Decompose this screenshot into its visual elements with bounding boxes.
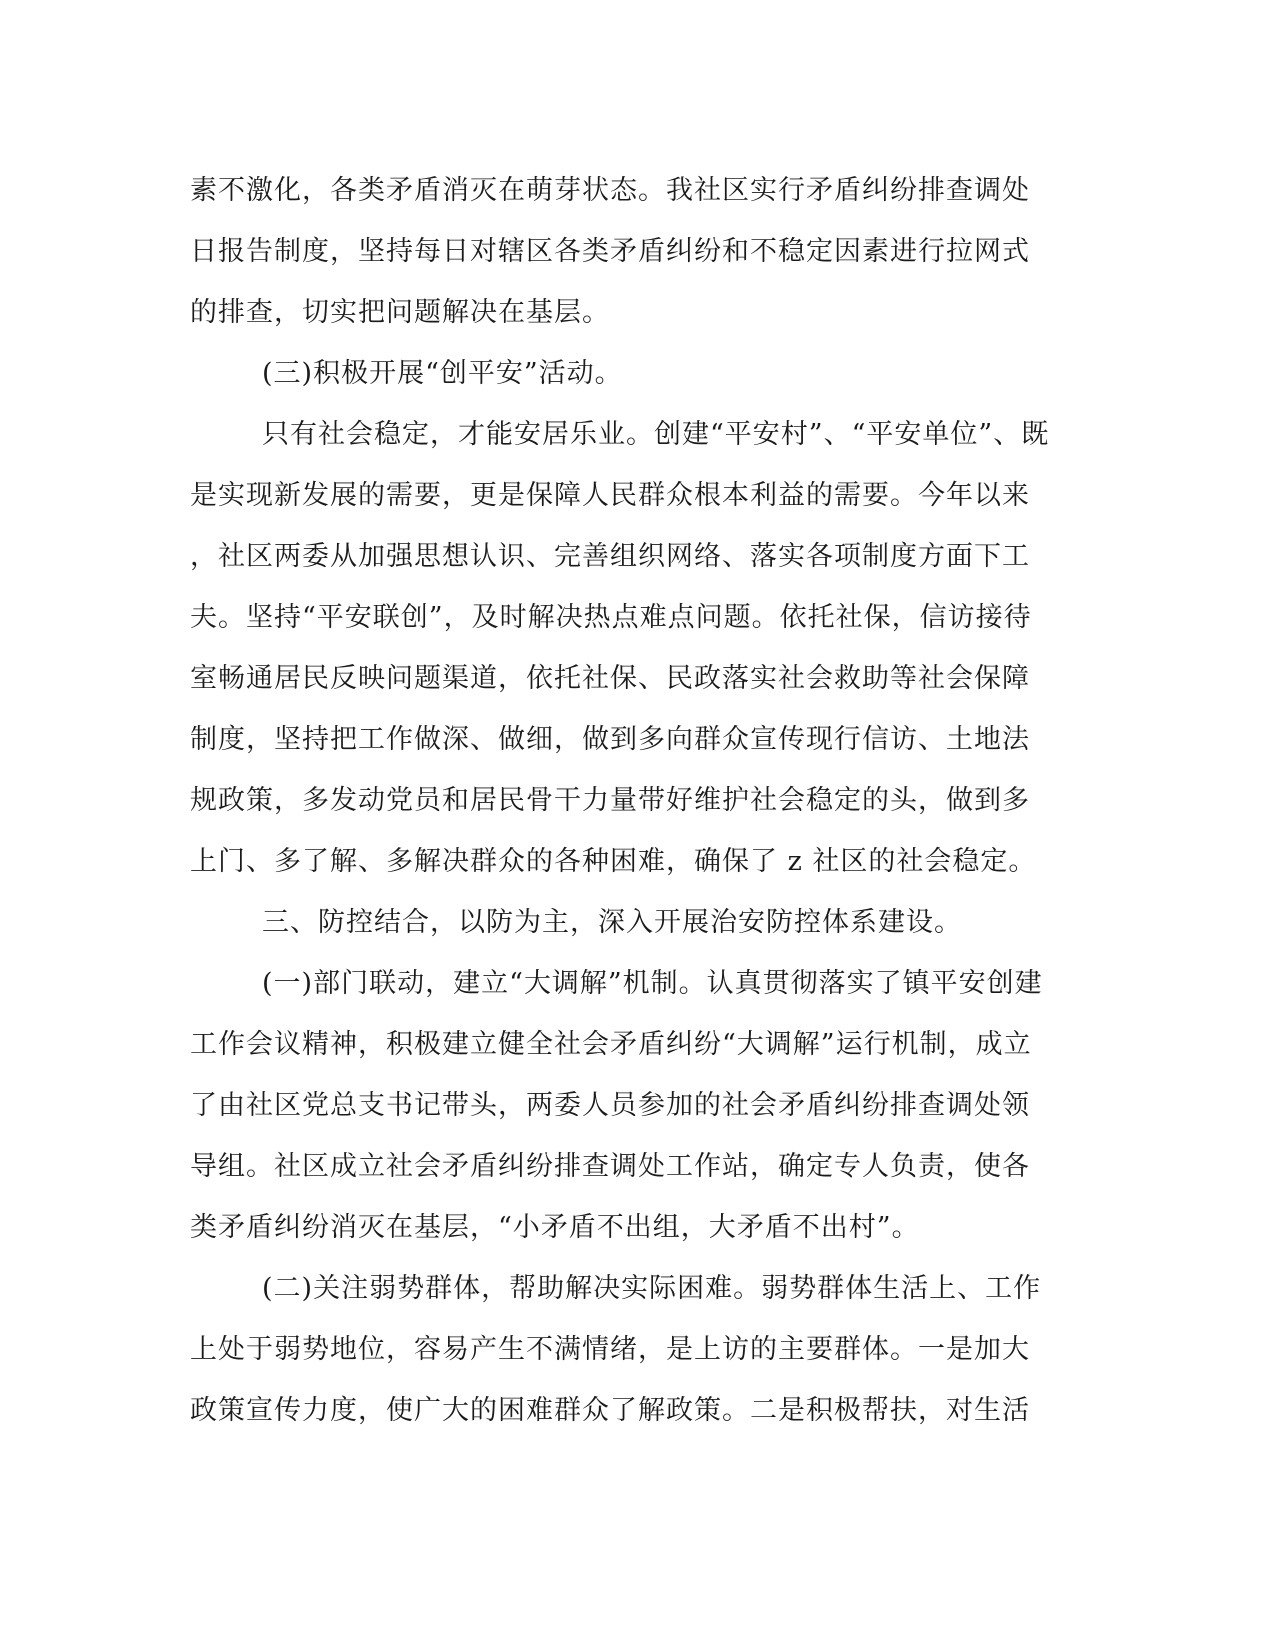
text-line: 工作会议精神，积极建立健全社会矛盾纠纷“大调解”运行机制，成立: [190, 1029, 1032, 1060]
section-heading-main: 三、防控结合，以防为主，深入开展治安防控体系建设。: [262, 907, 962, 938]
document-body: [190, 160, 1070, 1441]
section-heading-3: (三)积极开展“创平安”活动。: [262, 358, 623, 389]
text-line: 的排查，切实把问题解决在基层。: [190, 297, 610, 328]
text-line: ，社区两委从加强思想认识、完善组织网络、落实各项制度方面下工: [190, 541, 1030, 572]
text-line: 是实现新发展的需要，更是保障人民群众根本利益的需要。今年以来: [190, 480, 1030, 511]
text-line: 制度，坚持把工作做深、做细，做到多向群众宣传现行信访、土地法: [190, 724, 1030, 755]
text-line: 室畅通居民反映问题渠道，依托社保、民政落实社会救助等社会保障: [190, 663, 1030, 694]
text-line: 上处于弱势地位，容易产生不满情绪，是上访的主要群体。一是加大: [190, 1334, 1030, 1365]
text-line: 规政策，多发动党员和居民骨干力量带好维护社会稳定的头，做到多: [190, 785, 1030, 816]
text-line: 上门、多了解、多解决群众的各种困难，确保了 z 社区的社会稳定。: [190, 846, 1037, 877]
text-line: 夫。坚持“平安联创”，及时解决热点难点问题。依托社保，信访接待: [190, 602, 1032, 633]
text-line: 类矛盾纠纷消灭在基层，“小矛盾不出组，大矛盾不出村”。: [190, 1212, 920, 1243]
text-line: 了由社区党总支书记带头，两委人员参加的社会矛盾纠纷排查调处领: [190, 1090, 1030, 1121]
paragraph-start: (一)部门联动，建立“大调解”机制。认真贯彻落实了镇平安创建: [262, 968, 1043, 999]
text-line: 导组。社区成立社会矛盾纠纷排查调处工作站，确定专人负责，使各: [190, 1151, 1030, 1182]
text-line: 素不激化，各类矛盾消灭在萌芽状态。我社区实行矛盾纠纷排查调处: [190, 175, 1030, 206]
text-line: 日报告制度，坚持每日对辖区各类矛盾纠纷和不稳定因素进行拉网式: [190, 236, 1030, 267]
text-line: 政策宣传力度，使广大的困难群众了解政策。二是积极帮扶，对生活: [190, 1395, 1030, 1426]
paragraph-start: 只有社会稳定，才能安居乐业。创建“平安村”、“平安单位”、既: [262, 419, 1050, 450]
paragraph-start: (二)关注弱势群体，帮助解决实际困难。弱势群体生活上、工作: [262, 1273, 1042, 1304]
